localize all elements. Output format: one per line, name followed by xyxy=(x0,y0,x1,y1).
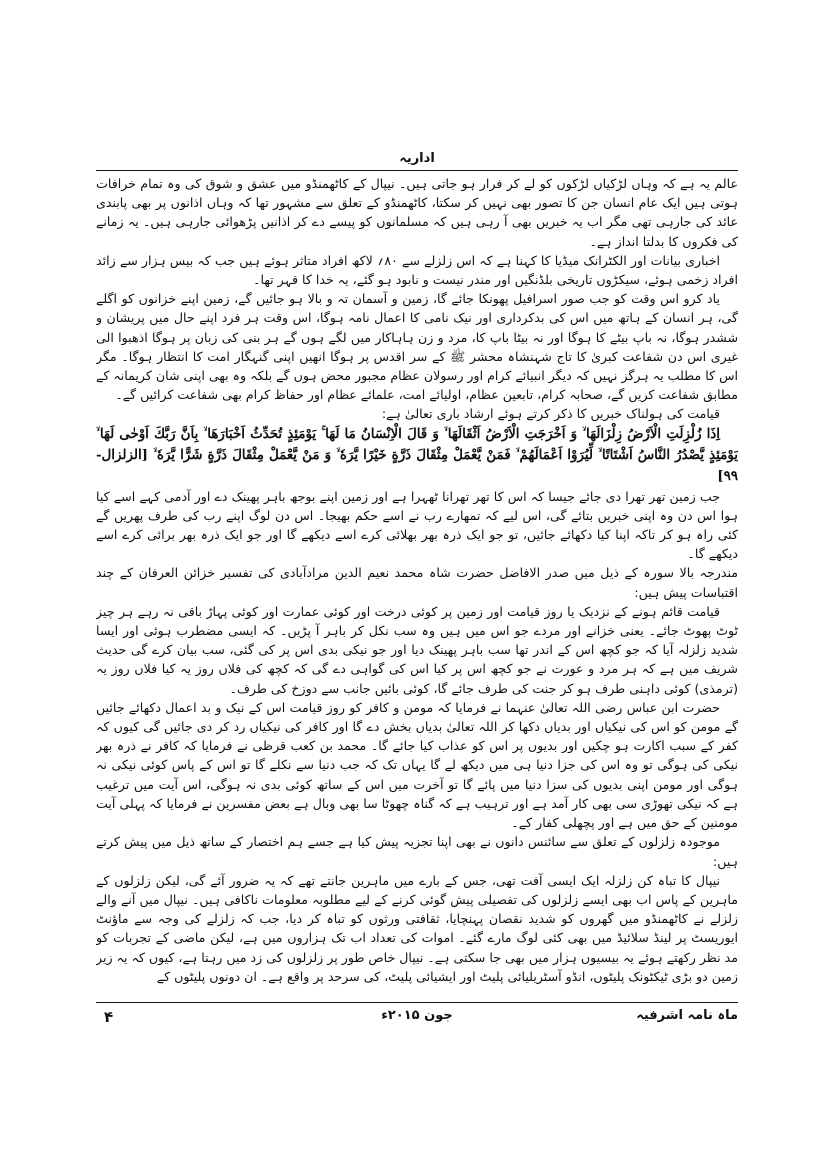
quran-verse: اِذَا زُلْزِلَتِ الْاَرْضُ زِلْزَالَهَا ۙ وَ اَخْرَجَتِ الْاَرْضُ اَثْقَالَهَا ۙ وَ قَالَ الْاِنْسَانُ مَا لَهَا ۚ يَوْمَئِذٍ تُحَدِّثُ اَخْبَارَهَا ۙ بِاَنَّ رَبَّكَ اَوْحٰى لَهَا ۙ يَوْمَئِذٍ يَّصْدُرُ النَّاسُ اَشْتَاتًا ۙ لِّيُرَوْا اَعْمَالَهُمْ ۙ فَمَنْ يَّعْمَلْ مِثْقَالَ ذَرَّةٍ خَيْرًا يَّرَهٗ ۙ وَ مَنْ يَّعْمَلْ مِثْقَالَ ذَرَّةٍ شَرًّا يَّرَهٗ ۙ [الزلزال- ۹۹] xyxy=(96,425,738,484)
paragraph-7: قیامت قائم ہونے کے نزدیک یا روز قیامت اور زمین پر کوئی درخت اور کوئی عمارت اور کوئی پہاڑ باقی نہ رہے ہر چیز ٹوٹ پھوٹ جائے۔ یعنی خزانے اور مردے جو اس میں ہیں وہ سب نکل کر باہر آ پڑیں۔ کہ ایسی مضطرب ہوئی اور ایسا شدید زلزلہ آیا کہ جو کچھ اس کے اندر تھا سب باہر پھینک دیا اور جو نیکی بدی اس پر کی گئی، سب بیان کرے گی حدیث شریف میں ہے کہ ہر مرد و عورت نے جو کچھ اس پر کیا اس کی گواہی دے گی کہ کچھ کی فلاں روز یہ کیا فلاں روز یہ (ترمذی) کوئی داہنی طرف ہو کر جنت کی طرف جائے گا، کوئی بائیں جانب سے دوزخ کی طرف۔ xyxy=(96,603,738,696)
article-body xyxy=(96,174,738,994)
footer xyxy=(96,1008,738,1032)
paragraph-6: مندرجہ بالا سورہ کے ذیل میں صدر الافاضل حضرت شاہ محمد نعیم الدین مرادآبادی کی تفسیر خزائن العرفان کے چند اقتباسات پیش ہیں: xyxy=(96,565,738,600)
page-number: ۴ xyxy=(104,1008,114,1026)
section-title: اداریہ xyxy=(399,151,435,166)
paragraph-5: جب زمین تھر تھرا دی جائے جیسا کہ اس کا تھر تھرانا ٹھہرا ہے اور زمین اپنے بوجھ باہر پھینک دے اور آدمی کہے اسے کیا ہوا اس دن وہ اپنی خبریں بتائے گی، اس لیے کہ تمھارے رب نے اسے حکم بھیجا۔ اس دن لوگ اپنے رب کی طرف پھریں گے کئی راہ ہو کر تاکہ اپنا کیا دکھائے جائیں، تو جو ایک ذرہ بھر بھلائی کرے اسے دیکھے گا اور جو ایک ذرہ بھر برائی کرے اسے دیکھے گا۔ xyxy=(96,488,738,562)
paragraph-3: یاد کرو اس وقت کو جب صور اسرافیل پھونکا جائے گا، زمین و آسمان تہ و بالا ہو جائیں گے، زمین اپنے خزانوں کو اگلے گی، ہر انسان کے ہاتھ میں اس کی بدکرداری اور نیک نامی کا اعمال نامہ ہوگا، اس وقت ہر فرد اپنے حال میں پریشان و ششدر ہوگا، نہ باپ بیٹے کا ہوگا اور نہ بیٹا باپ کا، مرد و زن ہاہاکار میں لگے ہوں گے ہر بنی کی زبان پر ہوگا اذھبوا الی غیری اس دن شفاعت کبریٰ کا تاج شہنشاہ محشر ﷺ کے سر اقدس پر ہوگا انھیں اپنی گنہگار امت کا انتظار ہوگا۔ مگر اس کا مطلب یہ ہرگز نہیں کہ دیگر انبیائے کرام اور رسولان عظام مجبور محض ہوں گے بلکہ وہ بھی اپنی شان کریمانہ کے مطابق شفاعت کریں گے، صحابہ کرام، تابعین عظام، اولیائے امت، علمائے عظام اور حفاظ کرام بھی شفاعت کرائیں گے۔ xyxy=(96,291,738,403)
issue-date: جون ۲۰۱۵ء xyxy=(381,1008,453,1023)
page xyxy=(96,150,738,1080)
footer-rule xyxy=(96,1002,738,1003)
paragraph-1: عالم یہ ہے کہ وہاں لڑکیاں لڑکوں کو لے کر فرار ہو جاتی ہیں۔ نیپال کے کاٹھمنڈو میں عشق و شوق کی وہ تمام خرافات ہوتی ہیں ایک عام انسان جن کا تصور بھی نہیں کر سکتا، کاٹھمنڈو کے تعلق سے مشہور تھا کہ وہاں اذانوں پر بھی پابندی عائد کی جارہی تھی مگر اب یہ خبریں بھی آ رہی ہیں کہ مسلمانوں کو پیسے دے کر اذانیں پڑھوائی جارہی ہیں۔ یہ زمانے کی فکروں کا بدلتا انداز ہے۔ xyxy=(96,176,738,249)
header-rule xyxy=(96,170,738,171)
journal-name: ماہ نامہ اشرفیہ xyxy=(636,1008,738,1023)
paragraph-10: نیپال کا تباہ کن زلزلہ ایک ایسی آفت تھی، جس کے بارے میں ماہرین جانتے تھے کہ یہ ضرور آئے گی، لیکن زلزلوں کے ماہرین کے پاس اب بھی ایسے زلزلوں کی تفصیلی پیش گوئی کرنے کے لیے مطلوبہ معلومات ناکافی ہیں۔ نیپال میں آنے والے زلزلے نے کاٹھمنڈو میں گھروں کو شدید نقصان پہنچایا، ثقافتی ورثوں کو تباہ کر دیا، جب کہ زلزلے کی وجہ سے ماؤنٹ ایوریسٹ پر لینڈ سلائیڈ میں بھی کئی لوگ مارے گئے۔ اموات کی تعداد اب تک ہزاروں میں ہے، لیکن ماضی کے تجربات کو مد نظر رکھتے ہوئے یہ بیسیوں ہزار میں بھی جا سکتی ہے۔ نیپال خاص طور پر زلزلوں کی زد میں رہتا ہے، کیوں کہ یہ زیر زمین دو بڑی ٹیکٹونک پلیٹوں، انڈو آسٹریلیائی پلیٹ اور ایشیائی پلیٹ، کی سرحد پر واقع ہے۔ ان دونوں پلیٹوں کے xyxy=(96,872,738,984)
paragraph-9: موجودہ زلزلوں کے تعلق سے سائنس دانوں نے بھی اپنا تجزیہ پیش کیا ہے جسے ہم اختصار کے ساتھ ذیل میں پیش کرتے ہیں: xyxy=(96,834,738,869)
paragraph-4: قیامت کی ہولناک خبریں کا ذکر کرتے ہوئے ارشاد باری تعالیٰ ہے: xyxy=(381,406,720,422)
paragraph-2: اخباری بیانات اور الکٹرانک میڈیا کا کہنا ہے کہ اس زلزلے سے ۸۰؍ لاکھ افراد متاثر ہوئے ہیں جب کہ بیس ہزار سے زائد افراد زخمی ہوئے، سیکڑوں تاریخی بلڈنگیں اور مندر نیست و نابود ہو گئے، یہ خدا کا قہر تھا۔ xyxy=(96,252,738,288)
paragraph-8: حضرت ابن عباس رضی اللہ تعالیٰ عنہما نے فرمایا کہ مومن و کافر کو روز قیامت اس کے نیک و بد اعمال دکھائے جائیں گے مومن کو اس کی نیکیاں اور بدیاں دکھا کر اللہ تعالیٰ بدیاں بخش دے گا اور کافر کی نیکیاں رد کر دی جائیں گی کیوں کہ کفر کے سبب اکارت ہو چکیں اور بدیوں پر اس کو عذاب کیا جائے گا۔ محمد بن کعب قرظی نے فرمایا کہ کافر نے ذرہ بھر نیکی کی ہوگی تو وہ اس کی جزا دنیا ہی میں دیکھ لے گا یہاں تک کہ جب دنیا سے نکلے گا تو اس کے پاس کوئی نیکی نہ ہوگی اور مومن اپنی بدیوں کی سزا دنیا میں پائے گا تو آخرت میں اس کے ساتھ کوئی بدی نہ ہوگی، اس آیت میں ترغیب ہے کہ نیکی تھوڑی سی بھی کار آمد ہے اور ترہیب ہے کہ گناہ چھوٹا سا بھی وبال ہے بعض مفسرین نے فرمایا کہ پہلی آیت مومنین کے حق میں ہے اور پچھلی کفار کے۔ xyxy=(96,699,738,831)
